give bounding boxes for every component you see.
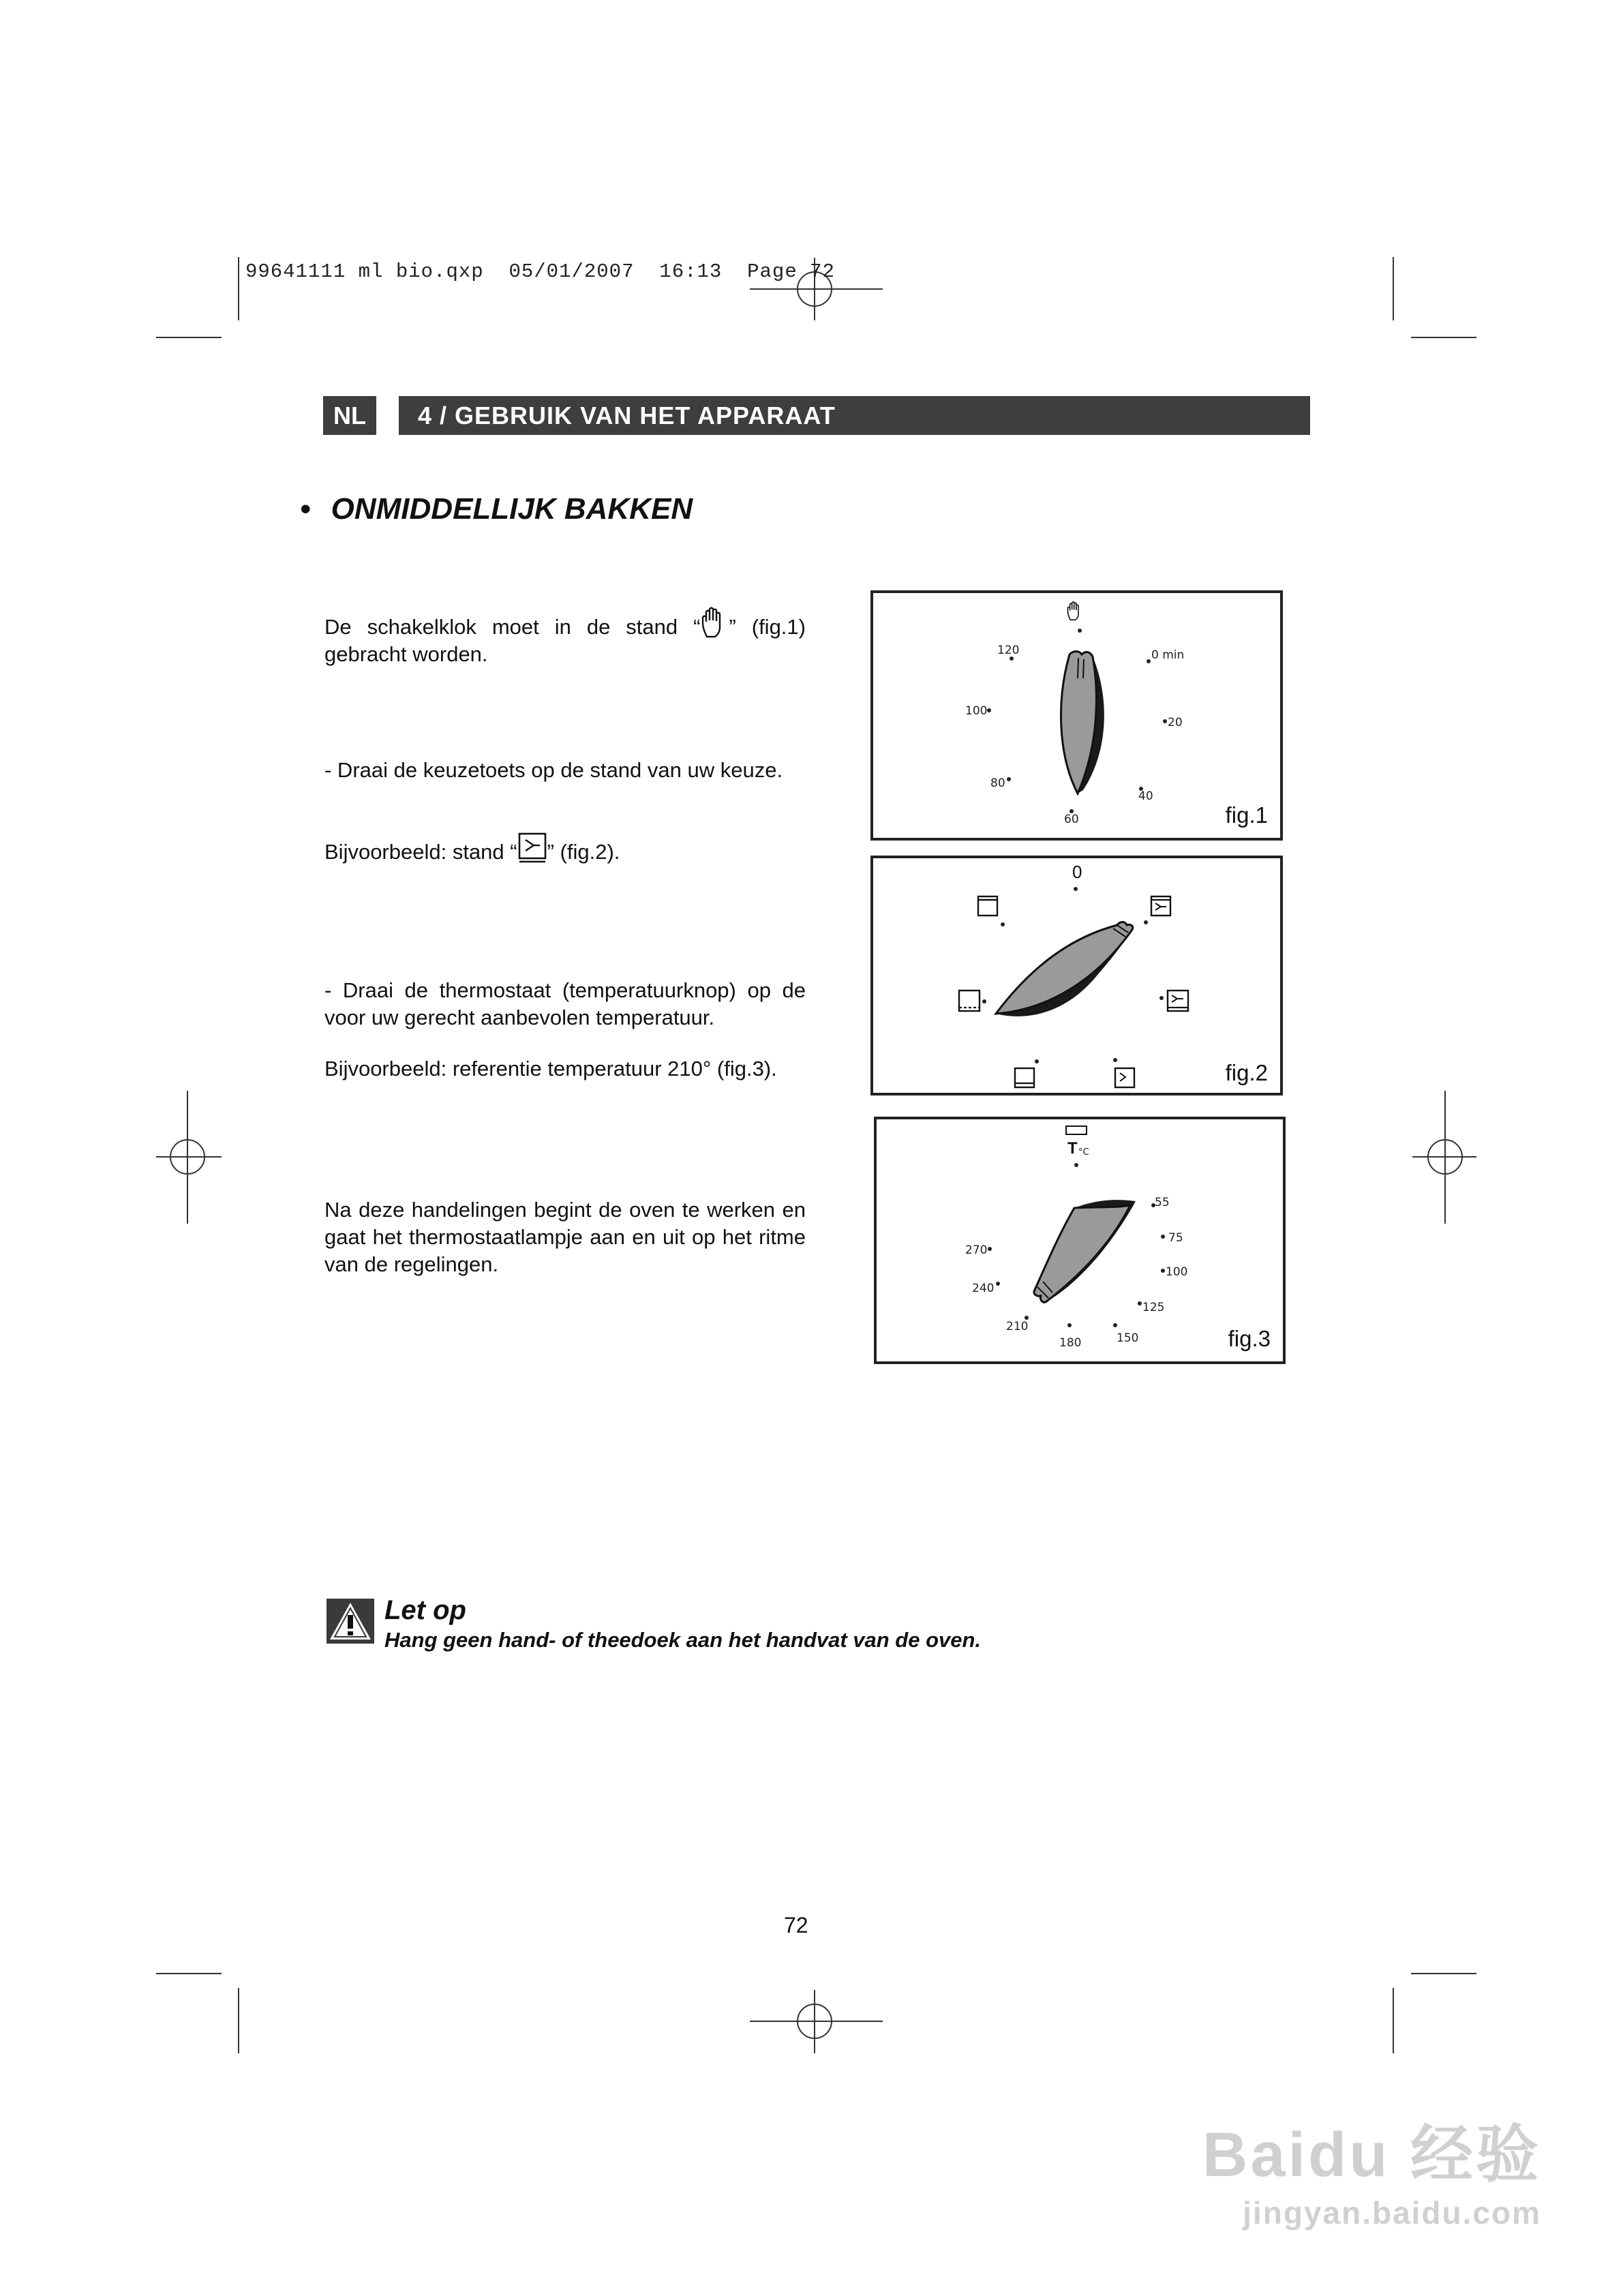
dial-mark: 75	[1168, 1231, 1183, 1245]
warning-title: Let op	[384, 1595, 466, 1625]
figure-3-thermostat-dial	[874, 1117, 1286, 1364]
dial-mark: 270	[965, 1243, 988, 1257]
figure-1-timer-dial	[870, 590, 1283, 841]
selector-dial-drawing	[873, 858, 1280, 1093]
print-slug: 99641111 ml bio.qxp 05/01/2007 16:13 Page 72	[245, 260, 835, 283]
dial-mark: 120	[997, 644, 1020, 657]
dial-mark: 125	[1142, 1301, 1165, 1314]
dial-knob	[1034, 1200, 1136, 1303]
dial-mark: 60	[1064, 813, 1079, 826]
instruction-thermostat: - Draai de thermostaat (temperatuurknop) op de voor uw gerecht aanbevolen temperatuur.	[324, 978, 806, 1029]
thermostat-lamp-icon	[1066, 1126, 1087, 1134]
oven-static-icon	[978, 896, 997, 916]
dial-mark: 55	[1155, 1196, 1170, 1209]
hand-icon	[1067, 602, 1078, 620]
language-badge: NL	[323, 396, 376, 435]
dial-mark: 80	[990, 776, 1005, 790]
thermostat-unit: °C	[1078, 1147, 1089, 1158]
watermark-url: jingyan.baidu.com	[1243, 2195, 1541, 2231]
figure-label: fig.3	[1228, 1326, 1271, 1351]
instruction-thermostat-example: Bijvoorbeeld: referentie temperatuur 210° (fig.3).	[324, 1057, 777, 1081]
dial-mark: 0 min	[1151, 648, 1185, 662]
oven-fan-heat-icon	[1168, 991, 1188, 1011]
oven-grill-icon	[1115, 1068, 1134, 1087]
figure-2-selector-dial	[870, 856, 1283, 1096]
dial-mark: 210	[1006, 1320, 1029, 1333]
oven-bottom-heat-icon	[959, 991, 980, 1011]
watermark-logo: Baidu 经验	[1202, 2120, 1541, 2190]
dial-mark: 180	[1059, 1336, 1082, 1350]
dial-mark: 240	[972, 1282, 995, 1295]
dial-mark: 100	[965, 704, 988, 718]
page-number: 72	[784, 1913, 808, 1937]
timer-dial-drawing	[873, 593, 1280, 838]
section-title	[300, 492, 693, 526]
dial-zero-mark: 0	[1072, 862, 1082, 882]
dial-mark: 150	[1117, 1331, 1139, 1345]
figure-label: fig.1	[1225, 802, 1268, 828]
oven-plain-icon	[1015, 1068, 1034, 1087]
instruction-selector: - Draai de keuzetoets op de stand van uw keuze.	[324, 758, 783, 782]
section-title-text: ONMIDDELLIJK BAKKEN	[331, 492, 693, 526]
dial-mark: 40	[1138, 789, 1153, 803]
dial-knob	[1061, 652, 1104, 794]
section-bullet: •	[300, 492, 311, 526]
oven-fan-grill-icon	[1151, 896, 1170, 916]
watermark	[1202, 2104, 1541, 2231]
warning-text: Hang geen hand- of theedoek aan het handvat van de oven.	[384, 1628, 982, 1652]
warning-triangle-icon	[327, 1599, 374, 1644]
dial-knob	[996, 922, 1133, 1016]
dial-mark: 100	[1166, 1265, 1188, 1279]
oven-fan-grill-icon	[517, 832, 547, 863]
figure-label: fig.2	[1225, 1060, 1268, 1085]
instruction-selector-example: Bijvoorbeeld: stand “ ” (fig.2).	[324, 832, 806, 866]
dial-mark: 20	[1168, 716, 1183, 729]
instruction-clock: De schakelklok moet in de stand “ ” (fig.1) gebracht worden.	[324, 607, 806, 668]
instruction-result: Na deze handelingen begint de oven te werken en gaat het thermostaatlampje aan en uit op het ritme van de regelingen.	[324, 1198, 806, 1276]
hand-icon	[700, 607, 729, 638]
thermostat-dial-drawing	[877, 1119, 1283, 1361]
thermostat-symbol: T	[1067, 1139, 1078, 1158]
chapter-header: 4 / GEBRUIK VAN HET APPARAAT	[399, 396, 1310, 435]
